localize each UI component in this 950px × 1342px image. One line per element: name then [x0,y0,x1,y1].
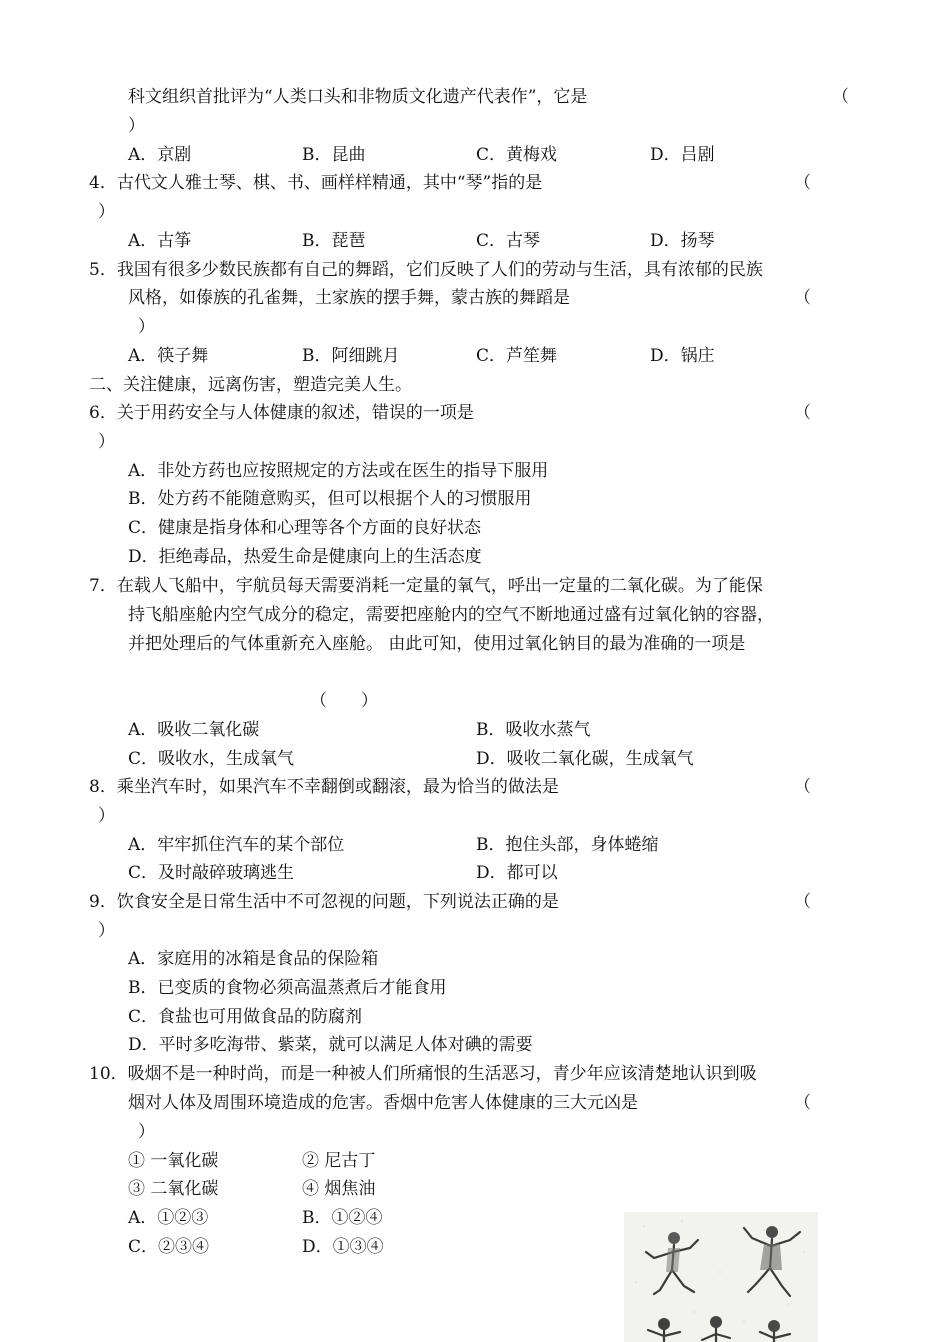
q8-option-b: B．抱住头部，身体蜷缩 [476,835,659,855]
q7-option-a: A．吸收二氧化碳 [128,720,260,740]
q9-paren-close: ） [98,921,115,941]
q10-paren-open: （ [794,1093,811,1113]
q6-option-d: D．拒绝毒品，热爱生命是健康向上的生活态度 [128,547,482,567]
q10-paren-close: ） [138,1122,155,1142]
q5-option-c: C．芦笙舞 [476,346,558,366]
q6-stem: 6．关于用药安全与人体健康的叙述，错误的一项是 [89,403,474,423]
q7-option-d: D．吸收二氧化碳，生成氧气 [476,749,694,769]
section-heading: 二、关注健康，远离伤害，塑造完美人生。 [89,375,412,395]
q9-option-b: B．已变质的食物必须高温蒸煮后才能食用 [128,978,447,998]
q6-option-a: A．非处方药也应按照规定的方法或在医生的指导下服用 [128,461,549,481]
q8-paren-close: ） [98,806,115,826]
q6-paren-close: ） [98,432,115,452]
q5-option-d: D．锅庄 [650,346,715,366]
q8-option-d: D．都可以 [476,863,558,883]
q10-option-b: B．①②④ [302,1208,383,1228]
q6-paren-open: （ [794,403,811,423]
q9-option-a: A．家庭用的冰箱是食品的保险箱 [128,949,379,969]
q3-option-a: A．京剧 [128,145,192,165]
q10-item-3: ③ 二氧化碳 [128,1179,219,1199]
q6-option-b: B．处方药不能随意购买，但可以根据个人的习惯服用 [128,489,532,509]
q9-option-d: D．平时多吃海带、紫菜，就可以满足人体对碘的需要 [128,1035,533,1055]
q10-option-c: C．②③④ [128,1237,210,1257]
exercise-figures-drawing [624,1212,818,1342]
q5-option-a: A．筷子舞 [128,346,209,366]
q7-stem-line1: 7．在载人飞船中，宇航员每天需要消耗一定量的氧气，呼出一定量的二氧化碳。为了能保 [89,576,763,596]
q10-stem-line1: 10．吸烟不是一种时尚，而是一种被人们所痛恨的生活恶习，青少年应该清楚地认识到吸 [89,1064,757,1084]
q7-stem-line2: 持飞船座舱内空气成分的稳定，需要把座舱内的空气不断地通过盛有过氧化钠的容器， [128,605,774,625]
q5-stem-line2: 风格，如傣族的孔雀舞，土家族的摆手舞，蒙古族的舞蹈是 [128,288,570,308]
q5-paren-close: ） [138,317,155,337]
q7-option-b: B．吸收水蒸气 [476,720,591,740]
q3-paren-open: （ [832,87,849,107]
q3-option-d: D．吕剧 [650,145,715,165]
q10-option-a: A．①②③ [128,1208,209,1228]
q4-paren-open: （ [794,173,811,193]
q9-paren-open: （ [794,892,811,912]
q8-paren-open: （ [794,777,811,797]
q4-option-a: A．古筝 [128,231,192,251]
exercise-illustration [624,1212,818,1342]
q3-option-c: C．黄梅戏 [476,145,558,165]
q7-answer-paren: （ ） [310,691,378,711]
q7-stem-line3: 并把处理后的气体重新充入座舱。 由此可知，使用过氧化钠目的最为准确的一项是 [128,634,746,654]
q3-paren-close: ） [128,116,145,136]
q4-option-b: B．琵琶 [302,231,366,251]
q6-option-c: C．健康是指身体和心理等各个方面的良好状态 [128,518,482,538]
q5-paren-open: （ [794,288,811,308]
q4-stem: 4．古代文人雅士琴、棋、书、画样样精通，其中“琴”指的是 [89,173,543,193]
q7-option-c: C．吸收水，生成氧气 [128,749,295,769]
q9-option-c: C．食盐也可用做食品的防腐剂 [128,1007,363,1027]
q8-stem: 8．乘坐汽车时，如果汽车不幸翻倒或翻滚，最为恰当的做法是 [89,777,559,797]
q10-item-1: ① 一氧化碳 [128,1151,219,1171]
q9-stem: 9．饮食安全是日常生活中不可忽视的问题，下列说法正确的是 [89,892,559,912]
q10-item-2: ② 尼古丁 [302,1151,376,1171]
q3-option-b: B．昆曲 [302,145,366,165]
q8-option-a: A．牢牢抓住汽车的某个部位 [128,835,345,855]
q5-stem-line1: 5．我国有很多少数民族都有自己的舞蹈，它们反映了人们的劳动与生活，具有浓郁的民族 [89,260,763,280]
q5-option-b: B．阿细跳月 [302,346,400,366]
q10-item-4: ④ 烟焦油 [302,1179,376,1199]
q8-option-c: C．及时敲碎玻璃逃生 [128,863,295,883]
q4-option-c: C．古琴 [476,231,541,251]
q4-option-d: D．扬琴 [650,231,715,251]
q10-stem-line2: 烟对人体及周围环境造成的危害。香烟中危害人体健康的三大元凶是 [128,1093,638,1113]
q10-option-d: D．①③④ [302,1237,384,1257]
q3-stem: 科文组织首批评为“人类口头和非物质文化遗产代表作”，它是 [128,87,588,107]
q4-paren-close: ） [98,202,115,222]
